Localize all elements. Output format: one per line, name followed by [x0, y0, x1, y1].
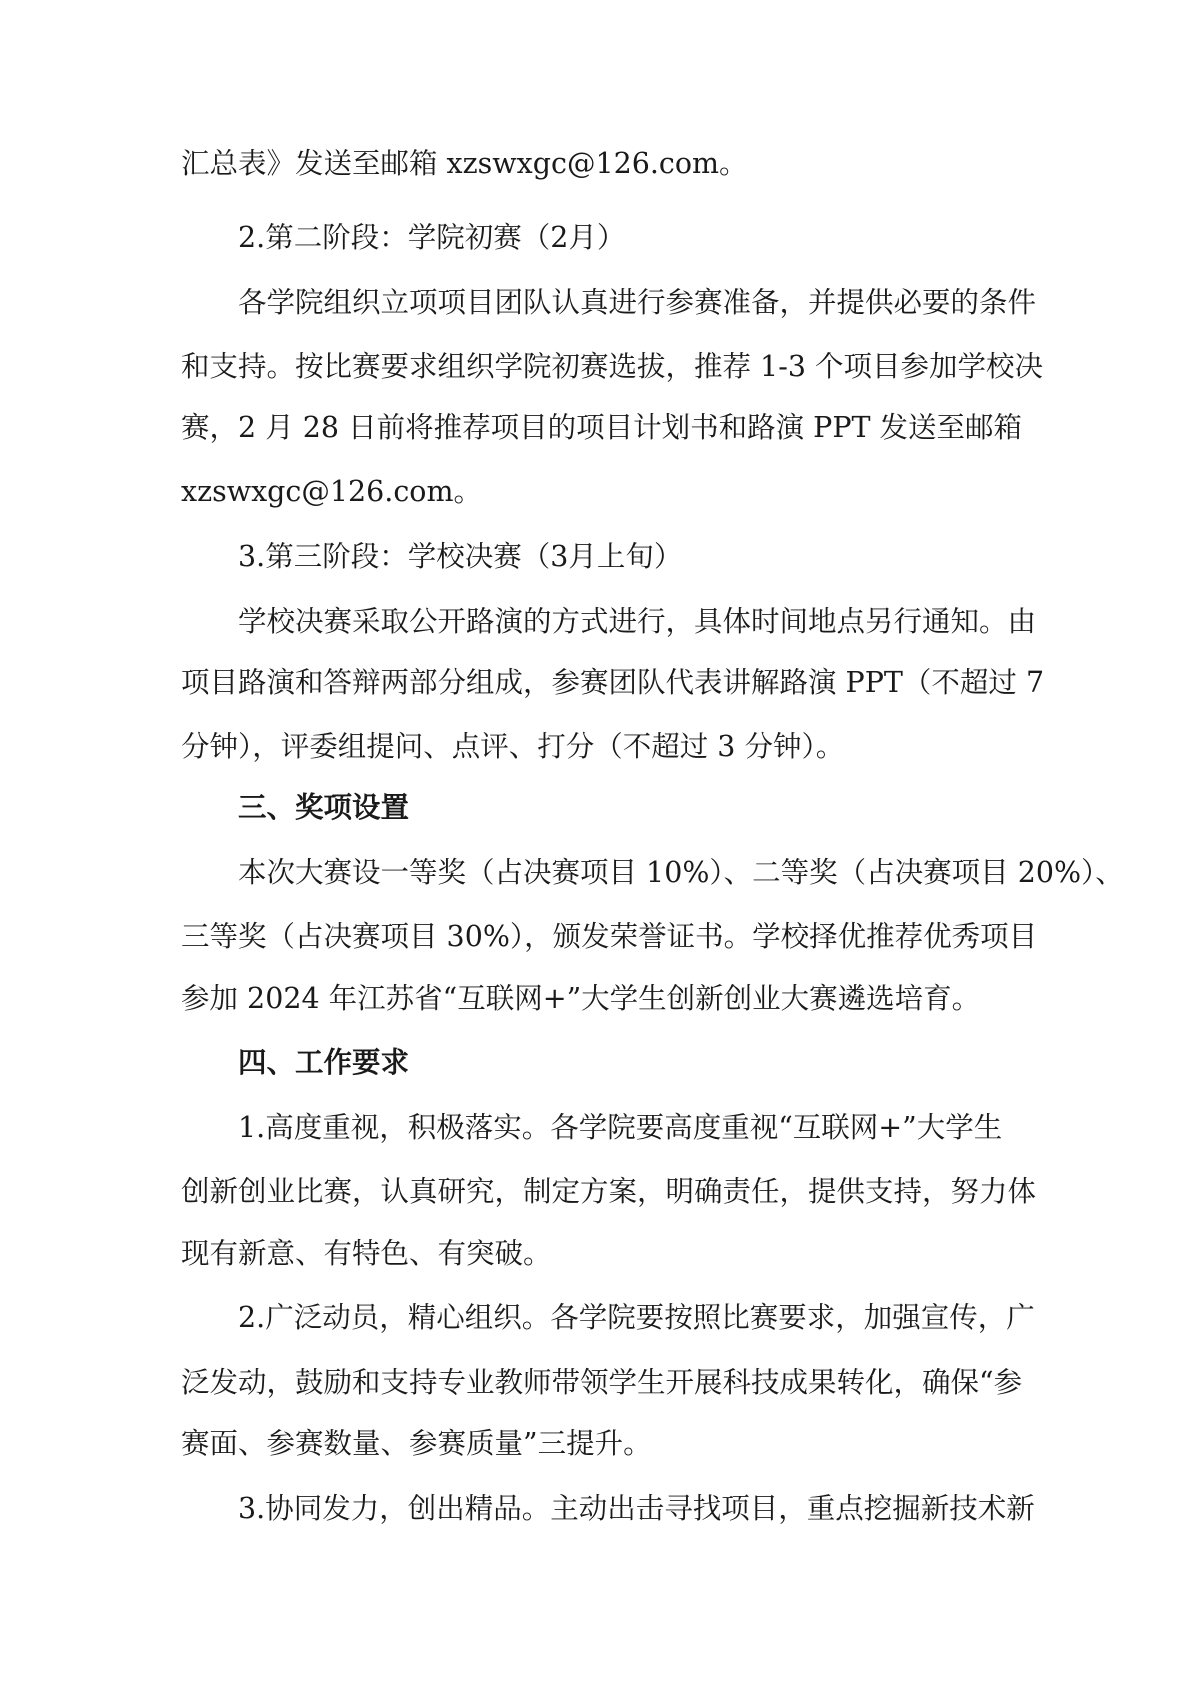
text-line: 汇总表》发送至邮箱 xzswxgc@126.com。 [181, 147, 748, 180]
text-line: 三等奖（占决赛项目 30%），颁发荣誉证书。学校择优推荐优秀项目 [181, 920, 1038, 953]
text-line: 3.协同发力，创出精品。主动出击寻找项目，重点挖掘新技术新 [238, 1492, 1035, 1525]
text-line: 参加 2024 年江苏省“互联网+”大学生创新创业大赛遴选培育。 [181, 982, 981, 1015]
text-line: 泛发动，鼓励和支持专业教师带领学生开展科技成果转化，确保“参 [181, 1366, 1023, 1399]
section-heading: 四、工作要求 [238, 1046, 410, 1079]
text-line: 项目路演和答辩两部分组成，参赛团队代表讲解路演 PPT（不超过 7 [181, 666, 1045, 699]
text-line: 2.广泛动员，精心组织。各学院要按照比赛要求，加强宣传，广 [238, 1301, 1035, 1334]
text-line: 各学院组织立项项目团队认真进行参赛准备，并提供必要的条件 [238, 286, 1037, 319]
text-line: 和支持。按比赛要求组织学院初赛选拔，推荐 1-3 个项目参加学校决 [181, 350, 1044, 383]
section-subheading: 3.第三阶段：学校决赛（3月上旬） [238, 540, 683, 573]
text-line: 本次大赛设一等奖（占决赛项目 10%）、二等奖（占决赛项目 20%）、 [238, 856, 1124, 889]
text-line: 赛面、参赛数量、参赛质量”三提升。 [181, 1427, 652, 1460]
section-heading: 三、奖项设置 [238, 791, 410, 824]
text-line: 赛，2 月 28 日前将推荐项目的项目计划书和路演 PPT 发送至邮箱 [181, 411, 1023, 444]
text-line: 现有新意、有特色、有突破。 [181, 1237, 552, 1270]
text-line: 创新创业比赛，认真研究，制定方案，明确责任，提供支持，努力体 [181, 1175, 1037, 1208]
text-line: 学校决赛采取公开路演的方式进行，具体时间地点另行通知。由 [238, 605, 1037, 638]
text-line: xzswxgc@126.com。 [181, 475, 482, 508]
text-line: 分钟），评委组提问、点评、打分（不超过 3 分钟）。 [181, 730, 845, 763]
section-subheading: 2.第二阶段：学院初赛（2月） [238, 221, 626, 254]
text-line: 1.高度重视，积极落实。各学院要高度重视“互联网+”大学生 [238, 1111, 1003, 1144]
